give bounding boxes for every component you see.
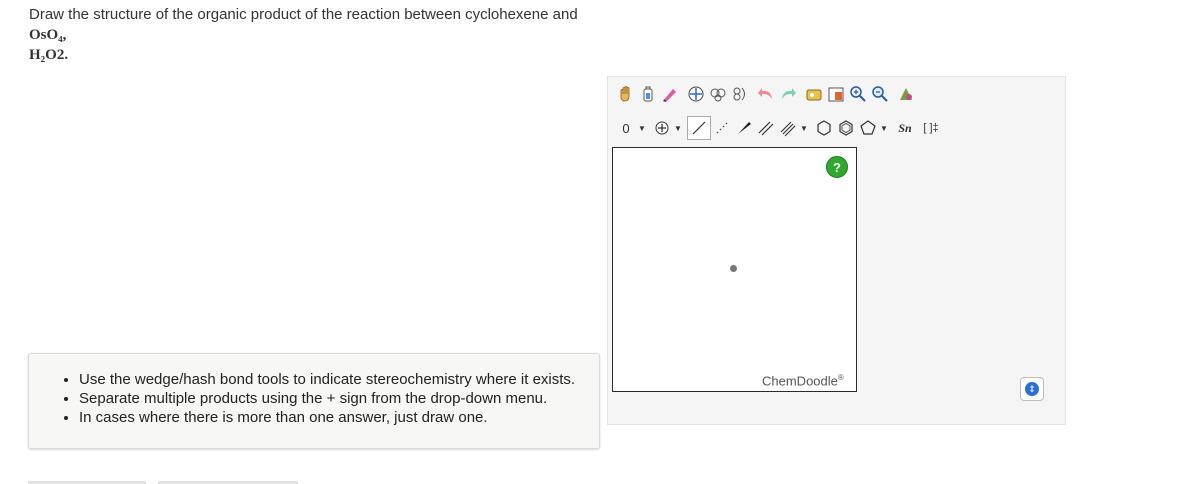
hint-item: • In cases where there is more than one answer, just draw one. [79,408,599,427]
hash-bond-icon[interactable] [711,117,733,139]
triple-bond-icon[interactable] [777,117,799,139]
canvas-atom-dot [730,265,737,272]
chain-tool-icon[interactable]: Sn [898,120,912,135]
zoom-in-icon[interactable] [847,83,869,105]
benzene-icon[interactable] [835,117,857,139]
wedge-bond-icon[interactable] [733,117,755,139]
question-line-1: Draw the structure of the organic product of the reaction between cyclohexene and [29,6,578,23]
double-bond-icon[interactable] [755,117,777,139]
charge-dropdown-icon[interactable]: ▼ [638,123,646,133]
center-tool-icon[interactable] [685,83,707,105]
hand-tool-icon[interactable] [615,83,637,105]
hint-item: • Separate multiple products using the + sign from the drop-down menu. [79,389,599,408]
undo-icon[interactable] [755,83,777,105]
hints-list [29,370,599,427]
ring-dropdown-icon[interactable]: ▼ [880,123,888,133]
question-reagent-2: H₂O2. [29,47,69,63]
clear-canvas-icon[interactable] [825,83,847,105]
bracket-tool-icon[interactable]: [ ]‡ [923,122,939,134]
add-charge-icon[interactable] [651,117,673,139]
lasso-tool-icon[interactable] [637,83,659,105]
question-text [29,5,629,65]
copy-tool-icon[interactable] [707,83,729,105]
settings-tool-icon[interactable] [895,83,917,105]
bond-dropdown-icon[interactable]: ▼ [800,123,808,133]
hint-item: • Use the wedge/hash bond tools to indicate stereochemistry where it exists. [79,370,599,389]
toolbar-row-1 [615,82,985,106]
updown-chevron-icon: ⇕ [1025,382,1039,396]
charge-type-dropdown-icon[interactable]: ▼ [674,123,682,133]
redo-icon[interactable] [777,83,799,105]
flip-tool-icon[interactable] [729,83,751,105]
help-icon[interactable]: ? [826,156,848,178]
clean-structure-icon[interactable] [803,83,825,105]
eraser-tool-icon[interactable] [659,83,681,105]
charge-value[interactable]: 0 [622,120,630,136]
single-bond-icon[interactable] [687,116,711,140]
zoom-out-icon[interactable] [869,83,891,105]
hints-box [28,353,600,449]
question-reagent-1: OsO₄, [29,27,67,43]
cyclohexane-icon[interactable] [813,117,835,139]
chemdoodle-brand: ChemDoodle® [762,373,844,389]
toolbar-row-2 [615,116,985,140]
cyclopentane-icon[interactable] [857,117,879,139]
expand-scroll-button[interactable] [1020,377,1044,401]
